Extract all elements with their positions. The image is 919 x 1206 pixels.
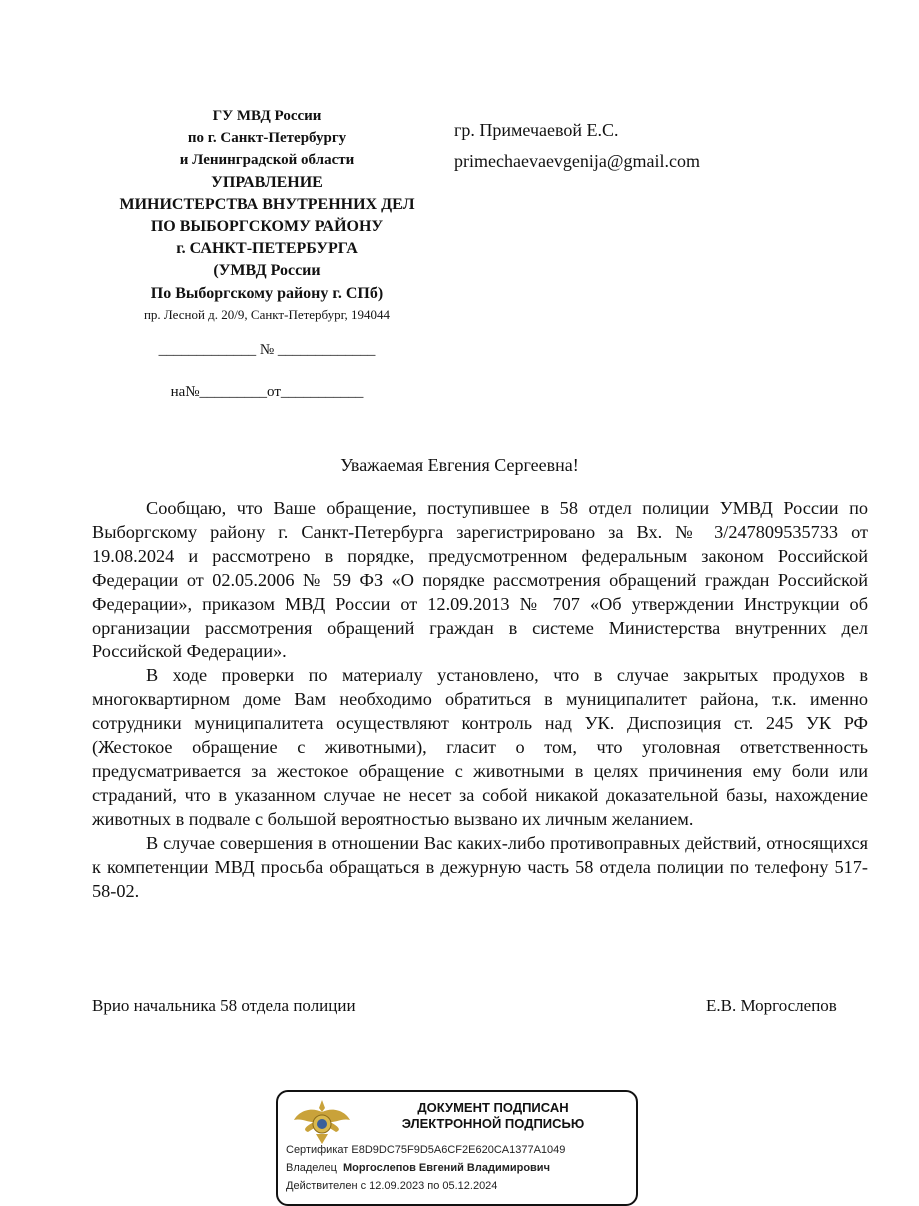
paragraph: В случае совершения в отношении Вас каких-либо противоправных действий, относящихся к компетенции МВД просьба обращаться в дежурную часть 58 отдела полиции по телефону 517-58-02. [92, 832, 868, 901]
greeting: Уважаемая Евгения Сергеевна! [340, 455, 579, 475]
sender-line: УПРАВЛЕНИЕ [211, 173, 323, 191]
cert-number: E8D9DC75F9D5A6CF2E620CA1377A1049 [351, 1144, 566, 1156]
sender-line: По Выборгскому району г. СПб) [150, 284, 384, 302]
signatory-name: Е.В. Моргослепов [706, 996, 837, 1015]
paragraph: Сообщаю, что Ваше обращение, поступившее в 58 отдел полиции УМВД России по Выборгскому району г. Санкт-Петербурга зарегистрировано за Вх. № 3/247809535733 от 19.08.2024 и рассмотрено в порядке, предусмотренном федеральным законом Российской Федерации от 02.05.2006 № 59 ФЗ «О порядке рассмотрения обращений граждан Российской Федерации», приказом МВД России от 12.09.2013 № 707 «Об утверждении Инструкции об организации рассмотрения обращений граждан в системе Министерства внутренних дел Российской Федерации». [92, 498, 868, 662]
stamp-title: ЭЛЕКТРОННОЙ ПОДПИСЬЮ [401, 1116, 585, 1131]
signatory-position: Врио начальника 58 отдела полиции [92, 996, 356, 1015]
sender-line: (УМВД России [213, 262, 321, 280]
sender-line: и Ленинградской области [179, 152, 355, 169]
validity: Действителен с 12.09.2023 по 05.12.2024 [286, 1180, 498, 1192]
recipient-name: гр. Примечаевой Е.С. [454, 120, 619, 140]
sender-line: ПО ВЫБОРГСКОМУ РАЙОНУ [150, 218, 384, 236]
reply-reference-line: на№_________от___________ [170, 384, 364, 400]
paragraph: В ходе проверки по материалу установлено, что в случае закрытых продухов в многоквартирном доме Вам необходимо обратиться в муниципалитет района, т.к. именно сотрудники муниципалитета осуществляют контроль над УК. Диспозиция ст. 245 УК РФ (Жестокое обращение с животными), гласит о том, что уголовная ответственность предусматривается за жестокое обращение с животными в целях причинения ему боли или страданий, что в указанном случае не несет за собой никакой доказательной базы, нахождение животных в подвале с большой вероятностью вызвано их личным желанием. [92, 665, 868, 829]
letter-body [92, 497, 868, 903]
owner-label: Владелец [286, 1162, 337, 1174]
sender-line: по г. Санкт-Петербургу [187, 130, 347, 147]
sender-line: г. САНКТ-ПЕТЕРБУРГА [176, 240, 358, 258]
stamp-title: ДОКУМЕНТ ПОДПИСАН [417, 1100, 569, 1115]
mvd-emblem-icon [292, 1098, 352, 1146]
sender-line: ГУ МВД России [212, 108, 322, 124]
sender-block [107, 105, 427, 325]
cert-label: Сертификат [286, 1144, 349, 1156]
sender-address: пр. Лесной д. 20/9, Санкт-Петербург, 194044 [143, 306, 391, 322]
owner-name: Моргослепов Евгений Владимирович [343, 1162, 550, 1174]
sender-line: МИНИСТЕРСТВА ВНУТРЕННИХ ДЕЛ [119, 195, 415, 213]
registration-number-line: _____________ № _____________ [158, 342, 376, 358]
recipient-email: primechaevaevgenija@gmail.com [454, 151, 700, 171]
electronic-signature-stamp [276, 1090, 638, 1206]
